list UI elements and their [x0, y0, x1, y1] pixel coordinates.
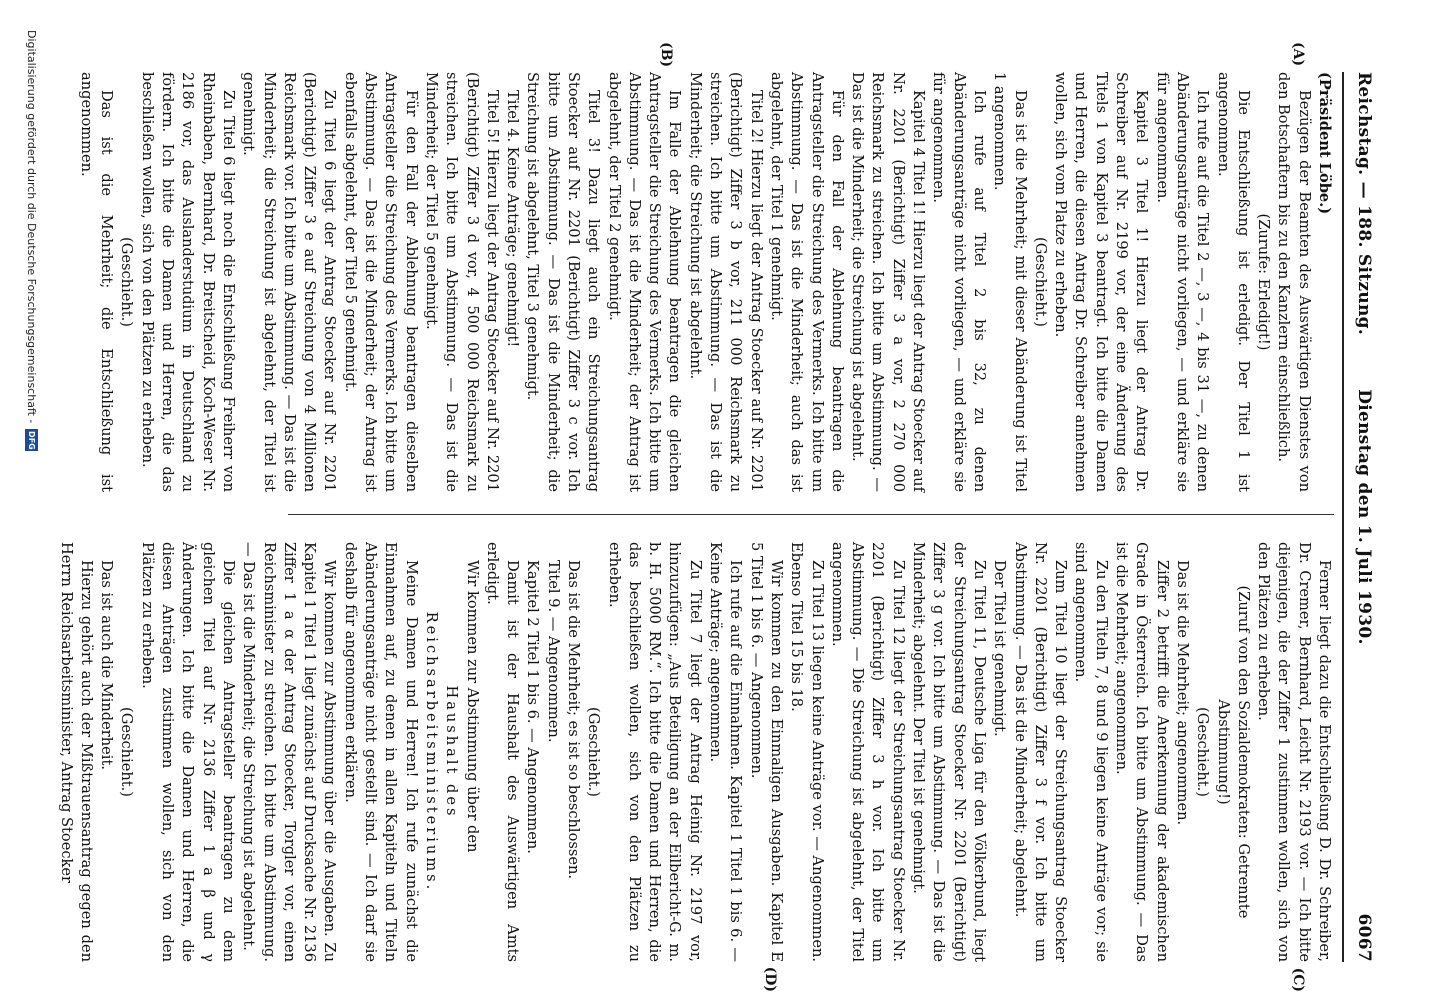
paragraph: Zu Titel 7 liegt der Antrag Heinig Nr. 2197 vor, hinzuzufügen: „Aus Beteiligung an der Eilbericht-G. m. b. H. 5000 RM.“. Ich bitte die Damen und Herren, die das beschließen wollen, sich von den Plätzen zu erheben. [605, 542, 704, 962]
paragraph: Wir kommen zur Abstimmung über die Ausgaben. Zu Kapitel 1 Titel 1 liegt zunächst auf Drucksache Nr. 2136 Ziffer 1 a α der Antrag Stoecker, Torgler vor, einen Reichsminister zu streichen. Ich bitte um Abstimmung. — Das ist die Minderheit; die Streichung ist abgelehnt. [240, 542, 339, 962]
stage-direction: (Geschieht.) [1031, 237, 1049, 327]
stage-direction: (Zurufe: Erledigt!) [1255, 213, 1273, 351]
paragraph: Wir kommen zu den Einmaligen Ausgaben. Kapitel E 5 Titel 1 bis 6. — Angenommen. [747, 542, 785, 962]
footer-text: Digitalisierung gefördert durch die Deutsche Forschungsgemeinschaft - [25, 30, 38, 424]
paragraph: Bezügen der Beamten des Auswärtigen Dienstes von den Botschaftern bis zu den Kanzlern einschließlich. [1275, 72, 1313, 492]
paragraph: Zu Titel 6 liegt der Antrag Stoecker auf Nr. 2201 (Berichtigt) Ziffer 3 e auf Streichung von 4 Millionen Reichsmark vor. Ich bitte um Abstimmung. — Das ist die Minderheit; die Streichung ist abgelehnt, der Titel ist genehmigt. [240, 72, 339, 492]
paragraph: Zu Titel 13 liegen keine Anträge vor. — Angenommen. Ebenso Titel 15 bis 18. [788, 542, 826, 962]
paragraph: Zu Titel 11, Deutsche Liga für den Völkerbund, liegt der Streichungsantrag Stoecker Nr. 2201 (Berichtigt) Ziffer 3 g vor. Ich bitte um Abstimmung. — Das ist die Minderheit; abgelehnt. Der Titel ist genehmigt. [910, 542, 988, 962]
paragraph: Titel 3! Dazu liegt auch ein Streichungsantrag Stoecker auf Nr. 2201 (Berichtigt) Ziffer 3 c vor. Ich bitte um Abstimmung. — Das ist die Minderheit; die Streichung ist abgelehnt, Titel 3 genehmigt. [524, 72, 603, 492]
paragraph: Für den Fall der Ablehnung beantragen dieselben Antragsteller die Streichung des Vermerks. Ich bitte um Abstimmung. — Das ist die Minderheit; der Antrag ist ebenfalls abgelehnt, der Titel 5 genehmigt. [341, 72, 420, 492]
paragraph: Das ist die Mehrheit; es ist so beschlossen. [565, 560, 583, 880]
paragraph: Kapitel 2 Titel 1 bis 6. — Angenommen. [524, 560, 542, 854]
paragraph: Das ist die Mehrheit; die Entschließung ist angenommen. [77, 72, 116, 492]
paragraph: Der Titel ist genehmigt. [991, 560, 1009, 737]
paragraph: Hierzu gehört auch der Mißtrauensantrag gegen den Herrn Reichsarbeitsminister, Antrag Stoecker [57, 542, 95, 962]
margin-mark-d: (D) [762, 966, 778, 992]
paragraph: Für den Fall der Ablehnung beantragen die Antragsteller die Streichung des Vermerks. Ich bitte um Abstimmung. — Das ist die Minderheit; auch das ist abgelehnt, der Titel 1 genehmigt. [767, 72, 846, 492]
paragraph: Zu Titel 6 liegt noch die Entschließung Freiherr von Rheinbaben, Bernhard, Dr. Breitscheid, Koch-Weser Nr. 2186 vor, das Auslanderstudium in Deutschland zu fördern. Ich bitte die Damen und Herren, die das beschließen wollen, sich von den Plätzen zu erheben. [138, 72, 237, 492]
paragraph: Zu den Titeln 7, 8 und 9 liegen keine Anträge vor; sie sind angenommen. [1072, 542, 1110, 962]
paragraph: Ich rufe auf Titel 2 bis 32, zu denen Abänderungsanträge nicht vorliegen, — und erkläre sie für angenommen. [930, 72, 988, 492]
paragraph: Titel 9. — Angenommen. [544, 560, 562, 743]
paragraph: Im Falle der Ablehnung beantragen die gleichen Antragsteller die Streichung des Vermerks. Ich bitte um Abstimmung. — Das ist die Minderheit; der Antrag ist abgelehnt, der Titel 2 genehmigt. [605, 72, 684, 492]
page-number: 6067 [1354, 913, 1374, 962]
paragraph: Titel 2! Hierzu liegt der Antrag Stoecker auf Nr. 2201 (Berichtigt) Ziffer 3 b vor, 211 000 Reichsmark zu streichen. Ich bitte um Abstimmung. — Das ist die Minderheit; die Streichung ist abgelehnt. [686, 72, 765, 492]
paragraph: Ziffer 2 betrifft die Anerkennung der akademischen Grade in Österreich. Ich bitte um Abstimmung. — Das ist die Mehrheit; angenommen. [1113, 542, 1171, 962]
header-session: Reichstag. — 188. Sitzung. [1354, 72, 1374, 336]
paragraph: Ferner liegt dazu die Entschließung D. Dr. Schreiber, Dr. Cremer, Bernhard, Leicht Nr. 2193 vor. — Ich bitte diejenigen, die der Ziffer 1 zustimmen wollen, sich von den Plätzen zu erheben. [1255, 542, 1333, 962]
paragraph: Ich rufe auf die Titel 2 —, 3 —, 4 bis 31 —, zu denen Abänderungsanträge nicht vorliegen, — und erkläre sie für angenommen. [1153, 72, 1212, 492]
paragraph: Meine Damen und Herren! Ich rufe zunächst die Einnahmen auf, zu denen in allen Kapiteln und Titeln Abänderungsanträge nicht gestellt sind. — Ich darf sie deshalb für angenommen erklären. [341, 542, 420, 962]
paragraph: Zu Titel 12 liegt der Streichungsantrag Stoecker Nr. 2201 (Berichtigt) Ziffer 3 h vor. Ich bitte um Abstimmung. — Die Streichung ist abgelehnt, der Titel angenommen. [828, 542, 907, 962]
paragraph: Kapitel 3 Titel 1! Hierzu liegt der Antrag Dr. Schreiber auf Nr. 2199 vor, der eine Änderung des Titels 1 von Kapitel 3 beantragt. Ich bitte die Damen und Herren, die diesen Antrag Dr. Schreiber annehmen wollen, sich vom Platze zu erheben. [1052, 72, 1151, 492]
left-column [76, 72, 1334, 492]
paragraph: Die gleichen Antragsteller beantragen zu dem gleichen Titel auf Nr. 2136 Ziffer 1 a β und γ Änderungen. Ich bitte die Damen und Herren, die diesen Anträgen zustimmen wollen, sich von den Plätzen zu erheben. [138, 542, 237, 962]
text-columns [57, 42, 1334, 992]
paragraph: Das ist die Mehrheit; mit dieser Abänderung ist Titel 1 angenommen. [991, 72, 1029, 492]
right-column [55, 542, 1334, 962]
column-divider [288, 514, 1334, 515]
paragraph: Titel 5! Hierzu liegt der Antrag Stoecker auf Nr. 2201 (Berichtigt) Ziffer 3 d vor, 4 500 000 Reichsmark zu streichen. Ich bitte um Abstimmung. — Das ist die Minderheit; der Titel 5 genehmigt. [422, 72, 501, 492]
document-page [57, 42, 1378, 992]
digitization-footer [25, 30, 38, 451]
paragraph: Titel 4. Keine Anträge; genehmigt! [504, 90, 522, 348]
paragraph: Das ist die Mehrheit; angenommen. [1173, 560, 1191, 826]
paragraph: Ich rufe auf die Einnahmen. Kapitel 1 Titel 1 bis 6. — Keine Anträge; angenommen. [707, 542, 745, 962]
stage-direction: (Geschieht.) [118, 707, 136, 797]
header-date: Dienstag den 1. Juli 1930. [1354, 389, 1374, 645]
paragraph: Damit ist der Haushalt des Auswärtigen Amts erledigt. [483, 542, 522, 962]
stage-direction: (Geschieht.) [585, 707, 603, 797]
margin-mark-b: (B) [658, 42, 674, 68]
paragraph: Die Entschließung ist erledigt. Der Titel 1 ist angenommen. [1214, 72, 1252, 492]
stage-direction: (Geschieht.) [118, 237, 136, 327]
page-header [1342, 72, 1378, 962]
paragraph: Zum Titel 10 liegt der Streichungsantrag Stoecker Nr. 2201 (Berichtigt) Ziffer 3 f vor. Ich bitte um Abstimmung. — Das ist die Minderheit; abgelehnt. [1011, 542, 1070, 962]
paragraph: Wir kommen zur Abstimmung über den [463, 560, 481, 853]
margin-mark-a: (A) [1290, 42, 1306, 67]
paragraph: Das ist auch die Minderheit. [98, 560, 116, 770]
dfg-logo: DFG [27, 431, 36, 450]
stage-direction: (Zuruf von den Sozialdemokraten: Getrennte Abstimmung!) [1214, 585, 1252, 919]
stage-direction: (Geschieht.) [1194, 707, 1212, 797]
section-heading: Haushalt des Reichsarbeitsministeriums. [422, 611, 461, 893]
paragraph: Kapitel 4 Titel 1! Hierzu liegt der Antrag Stoecker auf Nr. 2201 (Berichtigt) Ziffer 3 a vor, 2 270 000 Reichsmark zu streichen. Ich bitte um Abstimmung. — Das ist die Minderheit; die Streichung ist abgelehnt. [849, 72, 928, 492]
speaker-name: (Präsident Löbe.) [1316, 72, 1333, 215]
margin-mark-c: (C) [1290, 967, 1306, 992]
